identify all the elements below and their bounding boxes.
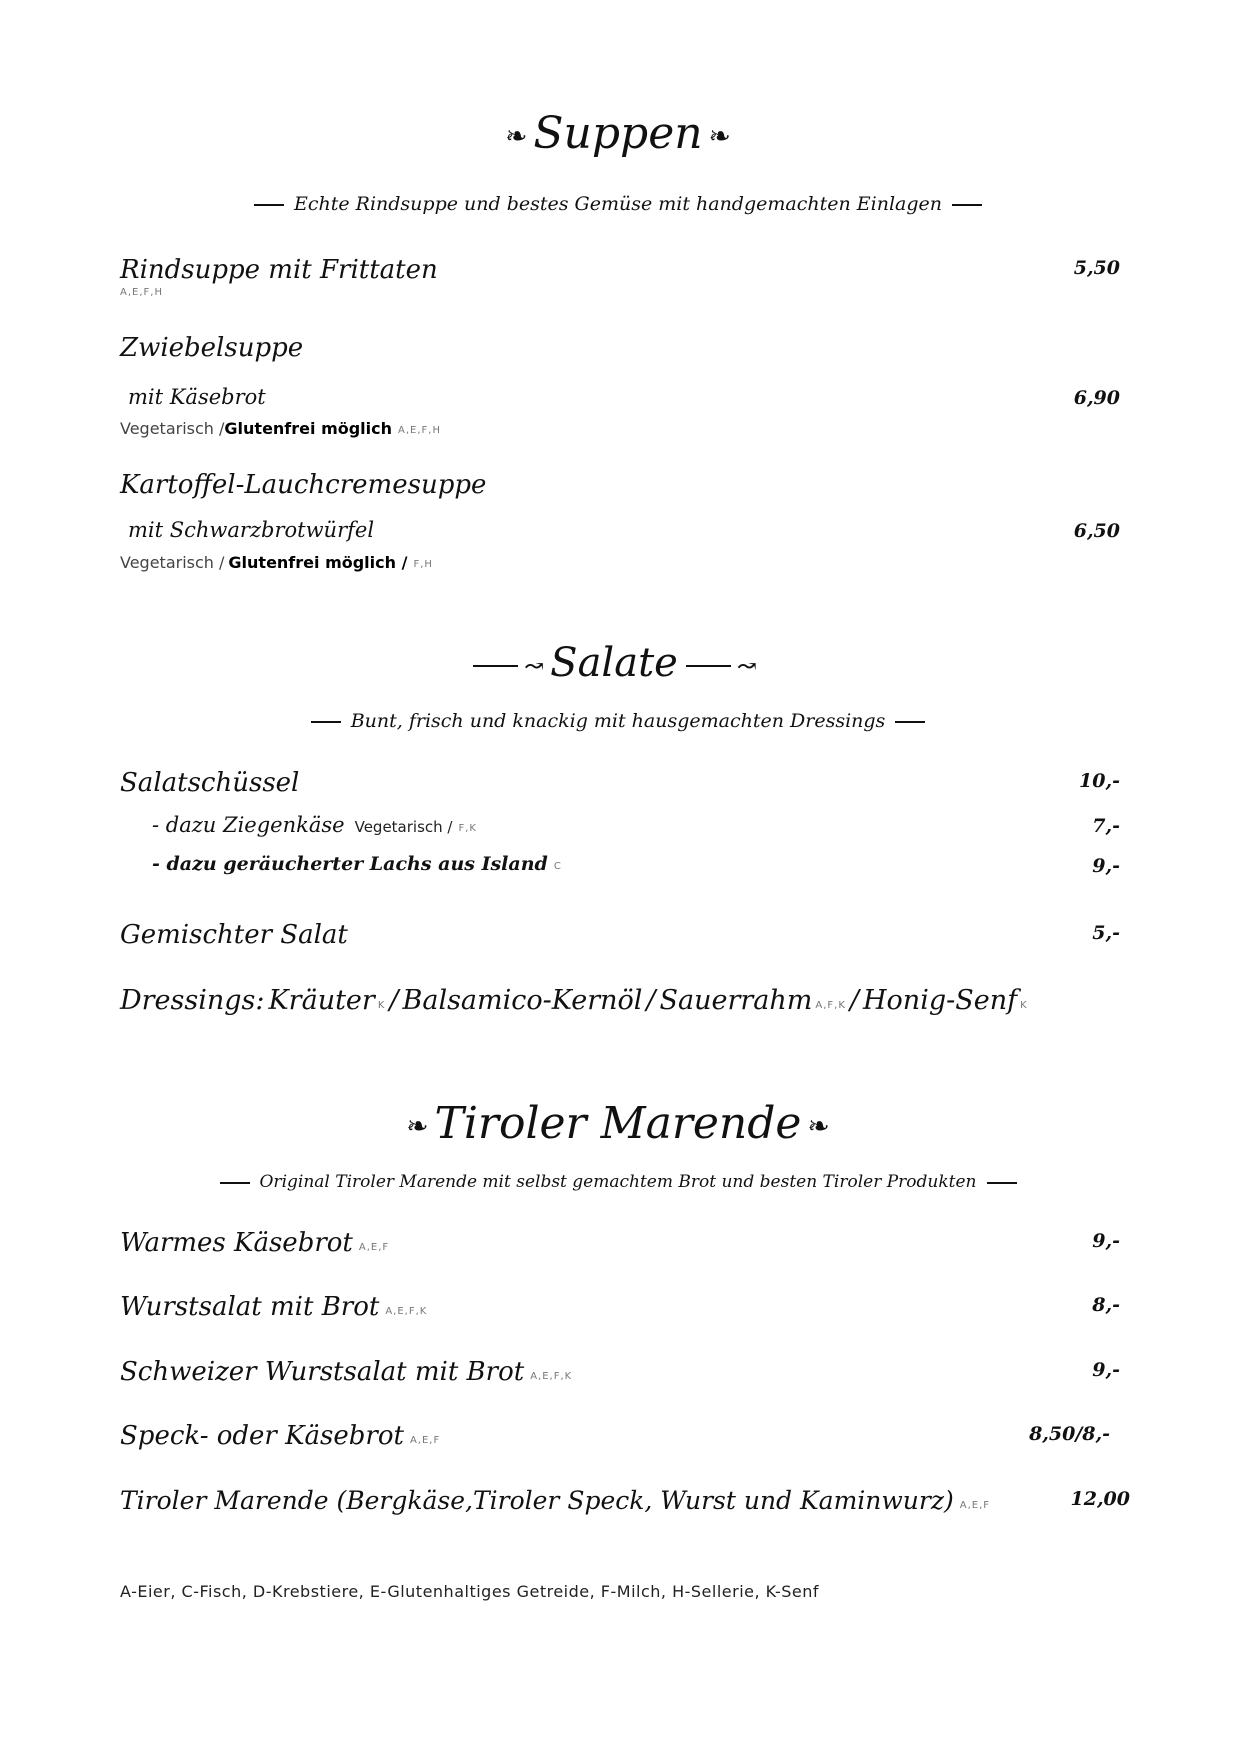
menu-item-detail: mit Käsebrot 6,90 <box>128 385 1120 409</box>
menu-item: Speck- oder Käsebrot A,E,F 8,50/8,- <box>120 1421 1110 1451</box>
menu-item: Schweizer Wurstsalat mit Brot A,E,F,K 9,- <box>120 1357 1120 1387</box>
section-title-marende: ❧ Tiroler Marende ❧ <box>0 1098 1236 1149</box>
allergen-legend: A-Eier, C-Fisch, D-Krebstiere, E-Glutenhaltiges Getreide, F-Milch, H-Sellerie, K-Senf <box>120 1582 820 1601</box>
menu-item: Gemischter Salat 5,- <box>120 920 1120 950</box>
menu-item: Wurstsalat mit Brot A,E,F,K 8,- <box>120 1292 1120 1322</box>
menu-item: Salatschüssel 10,- <box>120 768 1120 798</box>
section-title-suppen: ❧ Suppen ❧ <box>0 108 1236 159</box>
ornament-icon: ❧ <box>505 121 528 152</box>
menu-item: Zwiebelsuppe <box>120 333 304 363</box>
ornament-icon: ❧ <box>708 121 731 152</box>
menu-item-note: Vegetarisch / Glutenfrei möglich / F,H <box>120 553 433 572</box>
ornament-icon: ↝ <box>524 652 545 680</box>
allergen-codes: A,E,F,H <box>120 286 163 298</box>
section-title-salate: ↝ Salate ↝ <box>0 640 1236 686</box>
menu-item-addon: - dazu geräucherter Lachs aus Island C 9,- <box>152 853 1120 877</box>
ornament-icon: ↝ <box>736 652 757 680</box>
ornament-icon: ❧ <box>807 1111 830 1142</box>
menu-item: Kartoffel-Lauchcremesuppe <box>120 470 487 500</box>
menu-item-note: Vegetarisch /Glutenfrei möglich A,E,F,H <box>120 419 441 438</box>
menu-item: Tiroler Marende (Bergkäse,Tiroler Speck, Wurst und Kaminwurz) A,E,F 12,00 <box>120 1486 1130 1515</box>
menu-item-addon: - dazu Ziegenkäse Vegetarisch / F,K 7,- <box>152 813 1120 837</box>
section-subtitle-salate: Bunt, frisch und knackig mit hausgemachten Dressings <box>0 710 1236 732</box>
ornament-icon: ❧ <box>406 1111 429 1142</box>
section-subtitle-marende: Original Tiroler Marende mit selbst gemachtem Brot und besten Tiroler Produkten <box>0 1172 1236 1192</box>
menu-item-detail: mit Schwarzbrotwürfel 6,50 <box>128 518 1120 542</box>
dressings-line: Dressings: Kräuter K / Balsamico-Kernöl / Sauerrahm A,F,K / Honig-Senf K <box>120 985 1028 1016</box>
menu-item: Rindsuppe mit Frittaten 5,50 A,E,F,H <box>120 255 1120 298</box>
section-subtitle-suppen: Echte Rindsuppe und bestes Gemüse mit handgemachten Einlagen <box>0 193 1236 215</box>
menu-item: Warmes Käsebrot A,E,F 9,- <box>120 1228 1120 1258</box>
